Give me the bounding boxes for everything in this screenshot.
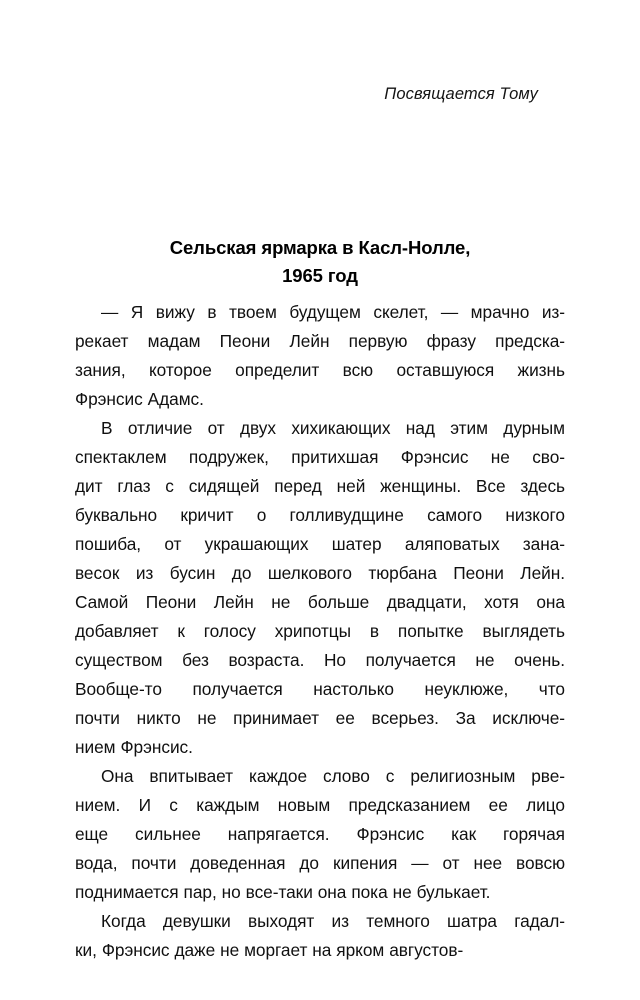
text-line: — Я вижу в твоем будущем скелет, — мрачно из- xyxy=(101,302,565,322)
chapter-title-line-2: 1965 год xyxy=(282,265,358,286)
text-line: Она впитывает каждое слово с религиозным рве- xyxy=(101,766,565,786)
paragraph-4 xyxy=(75,907,565,965)
text-line: дит глаз с сидящей перед ней женщины. Все здесь xyxy=(75,476,565,496)
text-line: Самой Пеони Лейн не больше двадцати, хотя она xyxy=(75,592,565,612)
paragraph-2 xyxy=(75,414,565,762)
text-line: Фрэнсис Адамс. xyxy=(75,389,204,409)
chapter-title xyxy=(75,234,565,290)
text-line: почти никто не принимает ее всерьез. За исключе- xyxy=(75,708,565,728)
text-line: весок из бусин до шелкового тюрбана Пеони Лейн. xyxy=(75,563,565,583)
paragraph-3 xyxy=(75,762,565,907)
text-line: существом без возраста. Но получается не очень. xyxy=(75,650,565,670)
text-line: рекает мадам Пеони Лейн первую фразу предска- xyxy=(75,331,565,351)
text-line: нием Фрэнсис. xyxy=(75,737,193,757)
chapter-title-line-1: Сельская ярмарка в Касл-Нолле, xyxy=(169,237,471,258)
text-line: еще сильнее напрягается. Фрэнсис как горячая xyxy=(75,824,565,844)
text-line: нием. И с каждым новым предсказанием ее лицо xyxy=(75,795,565,815)
text-line: добавляет к голосу хрипотцы в попытке выглядеть xyxy=(75,621,565,641)
text-line: вода, почти доведенная до кипения — от нее вовсю xyxy=(75,853,565,873)
text-line: Когда девушки выходят из темного шатра гадал- xyxy=(101,911,565,931)
text-line: пошиба, от украшающих шатер аляповатых зана- xyxy=(75,534,565,554)
paragraph-1 xyxy=(75,298,565,414)
text-line: зания, которое определит всю оставшуюся жизнь xyxy=(75,360,565,380)
body-text xyxy=(75,298,565,965)
text-line: Вообще-то получается настолько неуклюже, что xyxy=(75,679,565,699)
text-line: поднимается пар, но все-таки она пока не булькает. xyxy=(75,882,491,902)
text-line: ки, Фрэнсис даже не моргает на ярком августов- xyxy=(75,940,464,960)
text-line: спектаклем подружек, притихшая Фрэнсис не сво- xyxy=(75,447,565,467)
dedication-line: Посвящается Тому xyxy=(384,85,538,103)
text-line: В отличие от двух хихикающих над этим дурным xyxy=(101,418,565,438)
text-line: буквально кричит о голливудщине самого низкого xyxy=(75,505,565,525)
